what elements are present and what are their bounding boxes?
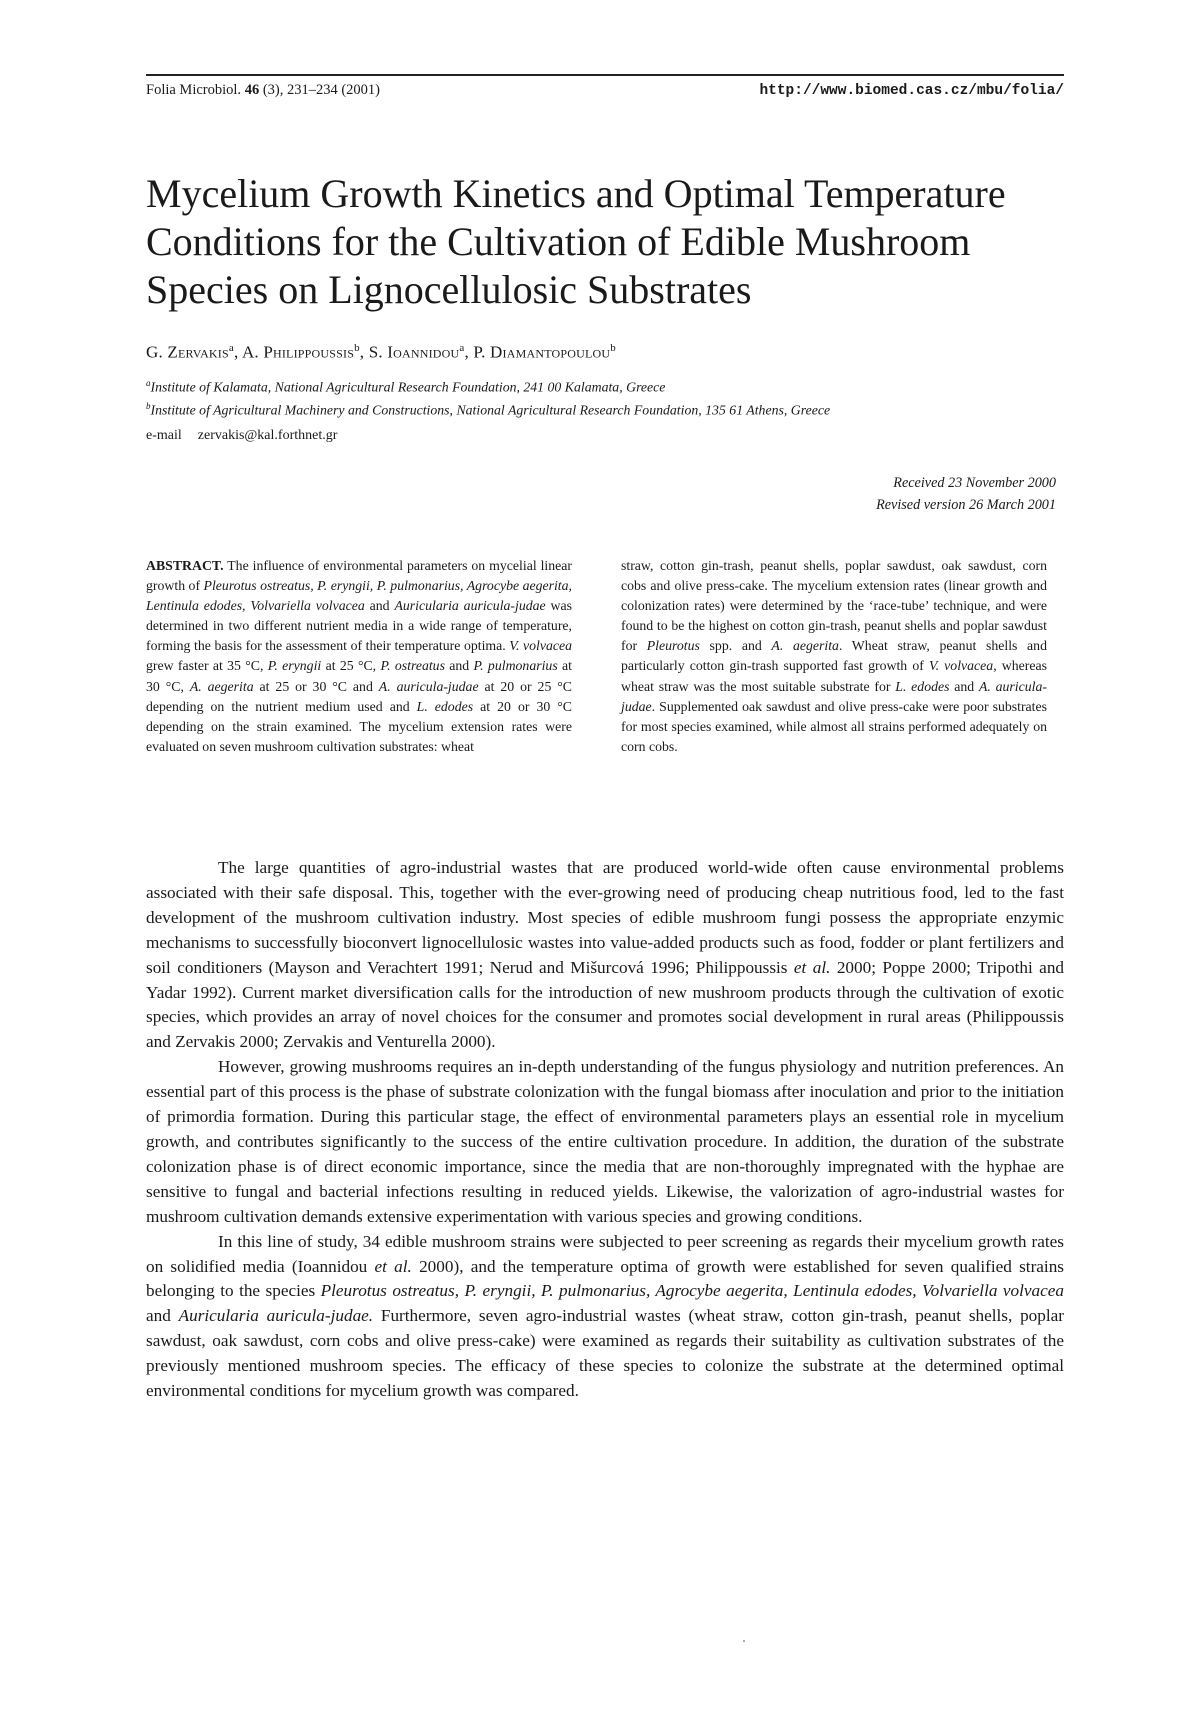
text-run: 2000), and the temperature optima of growth were established for seven qualified strains belonging to the species	[146, 1256, 1064, 1301]
body-paragraph	[146, 1055, 1064, 1229]
email-address-link[interactable]: zervakis@kal.forthnet.gr	[197, 428, 338, 443]
author-separator: ,	[359, 342, 369, 362]
italic-text-run: Auricularia auricula-judae.	[178, 1306, 374, 1326]
body-text	[146, 856, 1064, 1404]
text-run: Furthermore, seven agro-industrial wastes (wheat straw, cotton gin-trash, peanut shells, poplar sawdust, oak sawdust, corn cobs and olive press-cake) were examined as regards their suitability as cultivation substrates of the previously mentioned mushroom species. The efficacy of these species to colonize the substrate at the determined optimal environmental conditions for mycelium growth was compared.	[146, 1306, 1064, 1401]
text-run: spp. and	[699, 638, 772, 654]
author-separator: ,	[233, 342, 242, 362]
text-run: was determined in two different nutrient media in a wide range of temperature, forming the basis for the assessment of their temperature optima.	[146, 598, 572, 654]
text-run: at 25 or 30 °C and	[253, 678, 379, 694]
text-run: and	[949, 678, 979, 694]
text-run: and	[146, 1306, 179, 1326]
text-run: The large quantities of agro-industrial wastes that are produced world-wide often cause environmental problems associated with their safe disposal. This, together with the ever-growing need of producing cheap nutritious food, led to the fast development of the mushroom cultivation industry. Most species of edible mushroom fungi possess the appropriate enzymic mechanisms to successfully bioconvert lignocellulosic wastes into value-added products such as food, fodder or plant fertilizers and soil conditioners (Mayson and Verachtert 1991; Nerud and Mišurcová 1996; Philippoussis	[146, 858, 1064, 977]
received-date: Received 23 November 2000	[893, 475, 1056, 491]
italic-text-run: L. edodes	[416, 698, 474, 714]
text-run: However, growing mushrooms requires an in-depth understanding of the fungus physiology and nutrition preferences. An essential part of this process is the phase of substrate colonization with the fungal biomass after inoculation and prior to the initiation of primordia formation. During this particular stage, the effect of environmental parameters plays an essential role in mycelium growth, and contributes significantly to the success of the entire cultivation procedure. In addition, the duration of the substrate colonization phase is of direct economic importance, since the media that are non-thoroughly impregnated with the hyphae are sensitive to fungal and bacterial infections resulting in reduced yields. Likewise, the valorization of agro-industrial wastes for mushroom cultivation demands extensive experimentation with various species and growing conditions.	[146, 1057, 1064, 1226]
paper-title: Mycelium Growth Kinetics and Optimal Temperature Conditions for the Cultivation of Edible Mushroom Species on Lignocellulosic Substrates	[146, 171, 1006, 312]
affiliation-b	[146, 401, 830, 419]
author-initial: G.	[146, 342, 168, 362]
italic-text-run: Auricularia auricula-judae	[394, 598, 546, 614]
italic-text-run: Pleurotus ostreatus, P. eryngii, P. pulmonarius, Agrocybe aegerita, Lentinula edodes, Volvariella volvacea	[146, 578, 572, 614]
header-rule	[146, 74, 1064, 76]
italic-text-run: P. pulmonarius	[473, 658, 558, 674]
text-run: at 20 or 30 °C depending on the strain examined. The mycelium extension rates were evaluated on seven mushroom cultivation substrates: wheat	[146, 698, 572, 754]
text-run: straw, cotton gin-trash, peanut shells, poplar sawdust, oak sawdust, corn cobs and olive press-cake. The mycelium extension rates (linear growth and colonization rates) were determined by the ‘race-tube’ technique, and were found to be the highest on cotton gin-trash, peanut shells and poplar sawdust for	[621, 558, 1047, 654]
abstract-left-column	[146, 556, 572, 757]
scan-speck	[743, 1640, 745, 1642]
body-paragraph	[146, 856, 1064, 1055]
affiliation-a-text: Institute of Kalamata, National Agricultural Research Foundation, 241 00 Kalamata, Greece	[150, 379, 666, 395]
italic-text-run: A. auricula-judae	[378, 678, 479, 694]
text-run: . Supplemented oak sawdust and olive press-cake were poor substrates for most species examined, while almost all strains performed adequately on corn cobs.	[621, 698, 1047, 754]
abstract-right-column	[621, 556, 1047, 757]
journal-volume: 46	[244, 82, 260, 98]
author-name: Zervakis	[167, 342, 229, 362]
text-run: , whereas wheat straw was the most suitable substrate for	[621, 658, 1047, 694]
author-initial: S.	[368, 342, 388, 362]
text-run: at 30 °C,	[146, 658, 572, 694]
italic-text-run: A. aegerita	[189, 678, 254, 694]
journal-reference	[146, 82, 380, 99]
text-run: The influence of environmental parameters on mycelial linear growth of	[146, 558, 572, 594]
text-run: at 20 or 25 °C depending on the nutrient medium used and	[146, 678, 572, 714]
author-list	[146, 342, 616, 363]
author-name: Ioannidou	[387, 342, 460, 362]
journal-ref-suffix: (3), 231–234 (2001)	[262, 82, 381, 98]
italic-text-run: Pleurotus	[646, 638, 700, 654]
italic-text-run: et al.	[374, 1256, 412, 1276]
italic-text-run: P. ostreatus	[380, 658, 445, 674]
text-run: at 25 °C,	[321, 658, 381, 674]
italic-text-run: A. aegerita	[771, 638, 839, 654]
italic-text-run: V. volvacea	[509, 638, 572, 654]
italic-text-run: Pleurotus ostreatus, P. eryngii, P. pulmonarius, Agrocybe aegerita, Lentinula edodes, Volvariella volvacea	[320, 1281, 1064, 1301]
author-name: Diamantopoulou	[490, 342, 611, 362]
author-separator: ,	[464, 342, 474, 362]
email-label: e-mail	[146, 428, 182, 443]
text-run: and	[364, 598, 395, 614]
author-affiliation-mark: a	[228, 342, 234, 354]
author-initial: P.	[473, 342, 491, 362]
journal-url-link[interactable]: http://www.biomed.cas.cz/mbu/folia/	[759, 83, 1064, 99]
author-affiliation-mark: a	[459, 342, 465, 354]
revised-date: Revised version 26 March 2001	[876, 497, 1056, 513]
abstract-label: ABSTRACT.	[146, 558, 224, 573]
affiliation-a	[146, 378, 665, 396]
author-initial: A.	[241, 342, 264, 362]
received-dates	[876, 472, 1056, 516]
text-run: 2000; Poppe 2000; Tripothi and Yadar 1992). Current market diversification calls for the introduction of new mushroom products through the cultivation of exotic species, which provides an array of novel choices for the consumer and promotes social development in rural areas (Philippoussis and Zervakis 2000; Zervakis and Venturella 2000).	[146, 957, 1065, 1052]
author-affiliation-mark: b	[610, 342, 616, 354]
affiliation-a-mark: a	[146, 378, 151, 388]
author-name: Philippoussis	[263, 342, 355, 362]
email-line	[146, 428, 337, 444]
text-run: and	[444, 658, 474, 674]
italic-text-run: et al.	[793, 957, 831, 977]
affiliation-b-text: Institute of Agricultural Machinery and Constructions, National Agricultural Research Foundation, 135 61 Athens, Greece	[150, 402, 831, 418]
text-run: In this line of study, 34 edible mushroom strains were subjected to peer screening as regards their mycelium growth rates on solidified media (Ioannidou	[146, 1231, 1064, 1276]
affiliation-b-mark: b	[146, 401, 151, 411]
italic-text-run: P. eryngii	[267, 658, 322, 674]
text-run: . Wheat straw, peanut shells and particularly cotton gin-trash supported fast growth of	[621, 638, 1047, 674]
body-paragraph	[146, 1230, 1064, 1404]
italic-text-run: L. edodes	[895, 678, 950, 694]
author-affiliation-mark: b	[354, 342, 360, 354]
text-run: grew faster at 35 °C,	[146, 658, 268, 674]
italic-text-run: A. auricula-judae	[621, 678, 1047, 714]
journal-ref-prefix: Folia Microbiol.	[146, 82, 242, 98]
italic-text-run: V. volvacea	[928, 658, 994, 674]
